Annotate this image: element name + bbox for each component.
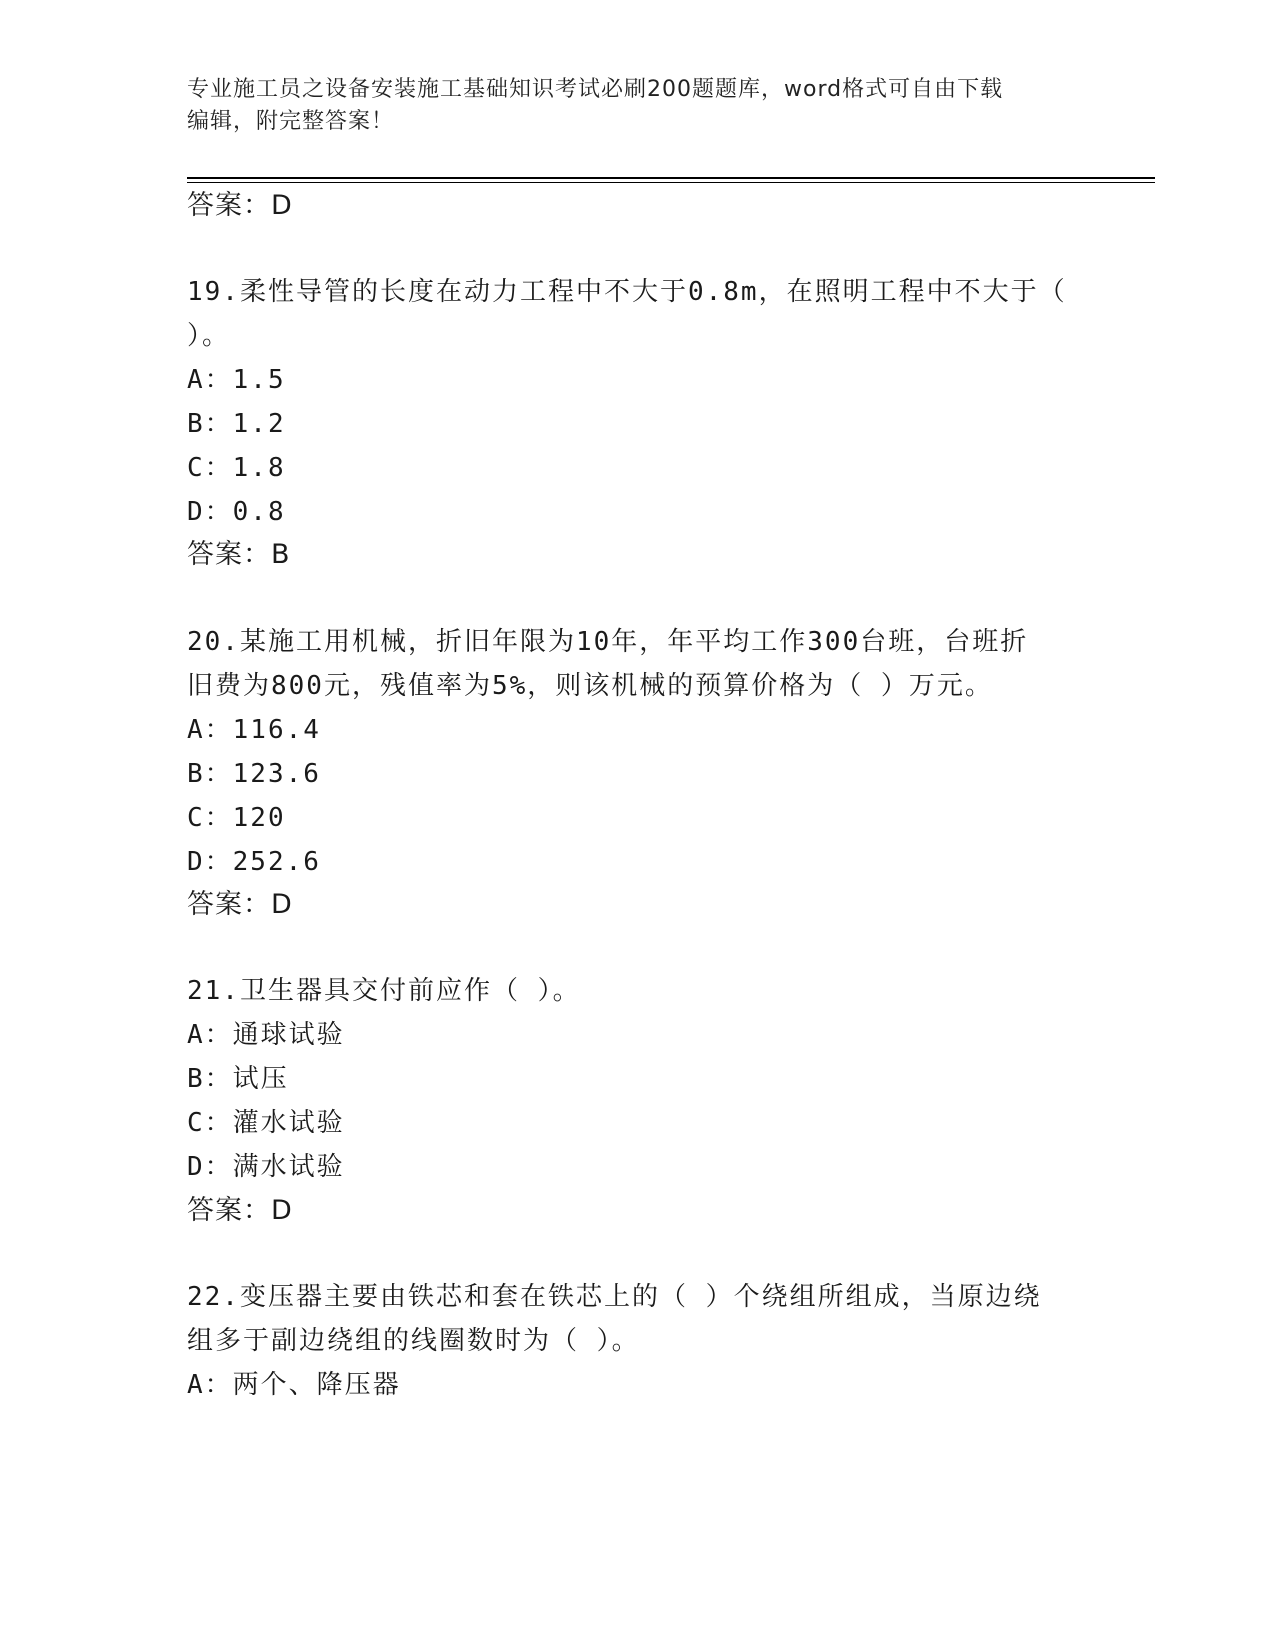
page-header	[187, 74, 1087, 138]
question-22-option-a: A：两个、降压器	[187, 1370, 401, 1400]
question-21-option-a: A：通球试验	[187, 1020, 345, 1050]
question-20-stem-line2: 旧费为800元，残值率为5%，则该机械的预算价格为（ ）万元。	[187, 671, 993, 701]
question-19-option-d: D：0.8	[187, 497, 286, 527]
question-20-option-d: D：252.6	[187, 847, 321, 877]
question-19-option-b: B：1.2	[187, 409, 286, 439]
question-21-option-c: C：灌水试验	[187, 1108, 345, 1138]
question-20-option-c: C：120	[187, 803, 286, 833]
question-19-answer: 答案：B	[187, 539, 291, 570]
question-20-option-a: A：116.4	[187, 715, 321, 745]
header-title-line1: 专业施工员之设备安装施工基础知识考试必刷200题题库，word格式可自由下载	[187, 77, 1004, 102]
question-20-stem-line1: 20.某施工用机械，折旧年限为10年，年平均工作300台班，台班折	[187, 627, 1029, 657]
header-divider-thick	[187, 177, 1155, 179]
question-21-stem-line1: 21.卫生器具交付前应作（ ）。	[187, 976, 581, 1006]
question-19-stem-line1: 19.柔性导管的长度在动力工程中不大于0.8m，在照明工程中不大于（	[187, 277, 1067, 307]
header-title-line2: 编辑，附完整答案！	[187, 109, 395, 134]
question-20-answer: 答案：D	[187, 889, 293, 920]
header-divider-thin	[187, 182, 1155, 183]
question-21-answer: 答案：D	[187, 1195, 293, 1226]
question-20-option-b: B：123.6	[187, 759, 321, 789]
question-19-stem-line2: ）。	[187, 321, 231, 351]
question-19-option-c: C：1.8	[187, 453, 286, 483]
question-21-option-d: D：满水试验	[187, 1152, 345, 1182]
question-21-option-b: B：试压	[187, 1064, 289, 1094]
question-22-stem-line2: 组多于副边绕组的线圈数时为（ ）。	[187, 1326, 640, 1356]
question-19-option-a: A：1.5	[187, 365, 286, 395]
question-22-stem-line1: 22.变压器主要由铁芯和套在铁芯上的（ ）个绕组所组成，当原边绕	[187, 1282, 1042, 1312]
prev-answer: 答案：D	[187, 190, 293, 221]
